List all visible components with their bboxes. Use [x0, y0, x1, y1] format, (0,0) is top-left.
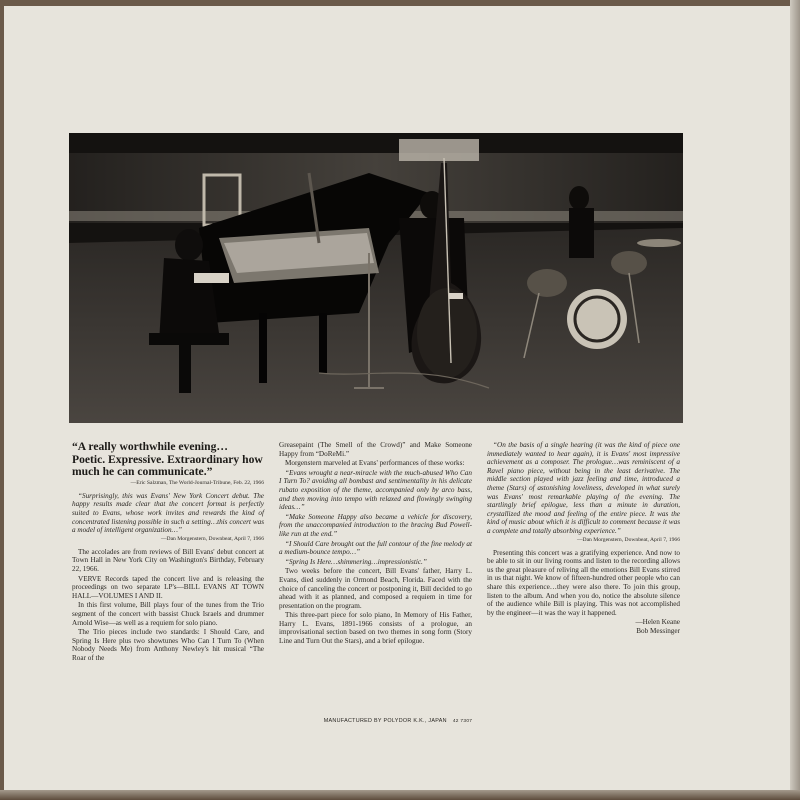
- paragraph: In this first volume, Bill plays four of the tunes from the Trio segment of the concert with bassist Chuck Israels and drummer Arnold Wise—as well as a requiem for solo piano.: [72, 601, 264, 627]
- headline-quote: “A really worthwhile evening… Poetic. Expressive. Extraordinary how much he can communicate.”: [72, 440, 263, 479]
- review-quote: “I Should Care brought out the full contour of the fine melody at a medium-bounce tempo…”: [279, 539, 472, 557]
- concert-photo: [69, 133, 683, 423]
- citation: —Dan Morgenstern, Downbeat, April 7, 1966: [576, 536, 680, 543]
- citation: —Eric Salzman, The World-Journal-Tribune, Feb. 22, 1966: [130, 479, 264, 486]
- column-middle: [279, 441, 472, 647]
- paragraph: The accolades are from reviews of Bill Evans' debut concert at Town Hall in New York City on Washington's Birthday, February 22, 1966.: [72, 547, 264, 573]
- manufacturer-text: MANUFACTURED BY POLYDOR K.K., JAPAN: [323, 718, 447, 724]
- column-right: [487, 441, 680, 637]
- paragraph: Two weeks before the concert, Bill Evans' father, Harry L. Evans, died suddenly in Ormond Beach, Florida. Faced with the choice of canceling the concert or postponing it, Bill decided to go ahead with it as planned, and composed a requiem in time for presentation on the program.: [279, 567, 472, 610]
- liner-notes-sheet: [4, 6, 792, 790]
- paragraph: Greasepaint (The Smell of the Crowd)” and Make Someone Happy from “DoReMi.”: [279, 441, 472, 458]
- review-quote: “Surprisingly, this was Evans' New York Concert debut. The happy results made clear that the concert format is perfectly suited to Evans, whose work invites and rewards the kind of concentrated listening possible in such a setting…this concert was a model of intelligent organization…”: [72, 491, 264, 535]
- signature-helen-keane: —Helen Keane: [635, 618, 680, 627]
- review-quote: “Evans wrought a near-miracle with the much-abused Who Can I Turn To? avoiding all bombast and sentimentality in his delicate rubato exposition of the theme, accompanied only by arco bass, and then moving into tempo with relaxed and flowingly swinging ideas…”: [279, 468, 472, 512]
- sleeve-edge-bottom: [0, 790, 800, 800]
- column-left: [72, 441, 264, 663]
- sleeve-edge-right: [790, 0, 800, 800]
- paragraph: Morgenstern marveled at Evans' performances of these works:: [285, 459, 465, 468]
- signature-bob-messinger: Bob Messinger: [636, 627, 680, 636]
- review-quote: “Spring Is Here…shimmering…impressionistic.”: [285, 557, 427, 566]
- review-quote: “On the basis of a single hearing (it was the kind of piece one immediately wanted to hear again), it is Evans' most impressive achievement as a composer. The prologue…was reminiscent of a Ravel piano piece, without being in the least derivative. The middle section played with jazz feeling and time, introduced a theme (Stars) of astonishing loveliness, developed in what surely was Evans' most remarkable playing of the evening. The startlingly brief epilogue, less than a minute in duration, crystallized the mood and feeling of the entire piece. It was the kind of music about which it is difficult to comment because it was a complete and totally absorbing experience.”: [487, 441, 680, 535]
- paragraph: Presenting this concert was a gratifying experience. And now to be able to sit in our living rooms and listen to the recording allows us the great pleasure of reliving all the emotions Bill Evans stirred in us that night. We know of fifteen-hundred other people who can share this experience…they were also there. To join this group, listen to the album. And when you do, notice the absolute silence of the audience while Bill is playing. This was not accomplished by the engineer—it was the way it happened.: [487, 548, 680, 617]
- catalog-code: 42 7307: [452, 719, 473, 724]
- citation: —Dan Morgenstern, Downbeat, April 7, 1966: [160, 535, 264, 542]
- paragraph: This three-part piece for solo piano, In Memory of His Father, Harry L. Evans, 1891-1966 consists of a prologue, an improvisational section based on two themes in song form (Story Line and Turn Out the Stars), and a brief epilogue.: [279, 611, 472, 646]
- review-quote: “Make Someone Happy also became a vehicle for discovery, from the unaccompanied introduction to the bracing Bud Powell-like run at the end.”: [279, 512, 472, 538]
- signature-block: [487, 618, 680, 636]
- paragraph: VERVE Records taped the concert live and is releasing the proceedings on two separate LP's—BILL EVANS AT TOWN HALL—VOLUMES I AND II.: [72, 574, 264, 600]
- manufacturer-line: [4, 718, 792, 724]
- concert-photo-illustration: [69, 133, 683, 423]
- paragraph: The Trio pieces include two standards: I Should Care, and Spring Is Here plus two showtunes Who Can I Turn To (When Nobody Needs Me) from Anthony Newley's hit musical “The Roar of the: [72, 628, 264, 662]
